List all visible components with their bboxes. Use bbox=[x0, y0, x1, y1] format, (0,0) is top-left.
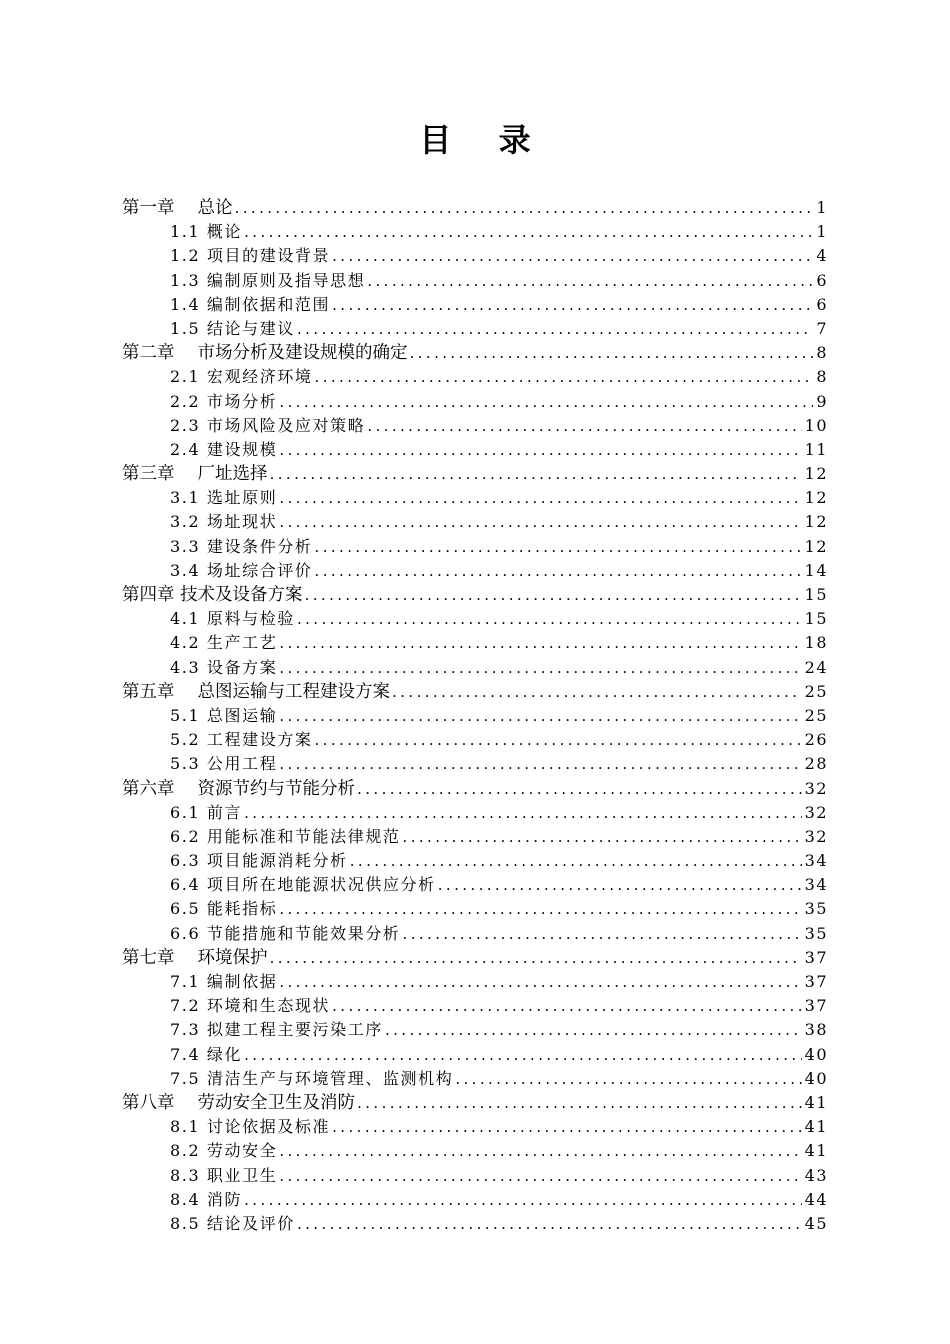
toc-section-entry[interactable] bbox=[122, 752, 828, 776]
dot-leader bbox=[315, 365, 814, 389]
toc-entry-page-number: 44 bbox=[804, 1189, 828, 1209]
toc-section-entry[interactable] bbox=[122, 1043, 828, 1067]
toc-entry-label: 6.3 项目能源消耗分析 bbox=[170, 851, 348, 871]
toc-section-entry[interactable] bbox=[122, 510, 828, 534]
toc-section-entry[interactable] bbox=[122, 1212, 828, 1236]
toc-entry-label: 1.1 概论 bbox=[170, 222, 243, 242]
dot-leader bbox=[392, 680, 802, 704]
toc-chapter-entry[interactable] bbox=[122, 1091, 828, 1115]
toc-entry-page-number: 8 bbox=[816, 367, 828, 387]
toc-section-entry[interactable] bbox=[122, 631, 828, 655]
toc-entry-label: 7.2 环境和生态现状 bbox=[170, 996, 331, 1016]
toc-entry-page-number: 45 bbox=[804, 1213, 828, 1233]
toc-entry-page-number: 6 bbox=[816, 270, 828, 290]
toc-section-entry[interactable] bbox=[122, 994, 828, 1018]
toc-entry-label: 2.4 建设规模 bbox=[170, 439, 278, 459]
toc-section-entry[interactable] bbox=[122, 269, 828, 293]
toc-entry-page-number: 37 bbox=[804, 972, 828, 991]
toc-entry-page-number: 32 bbox=[804, 802, 828, 822]
toc-entry-label: 7.3 拟建工程主要污染工序 bbox=[170, 1020, 383, 1040]
toc-entry-page-number: 7 bbox=[816, 318, 828, 338]
toc-entry-label: 6.6 节能措施和节能效果分析 bbox=[170, 923, 401, 943]
dot-leader bbox=[270, 946, 802, 970]
toc-section-entry[interactable] bbox=[122, 728, 828, 752]
dot-leader bbox=[235, 196, 814, 220]
toc-entry-label: 2.3 市场风险及应对策略 bbox=[170, 415, 366, 435]
toc-entry-label: 第一章 总论 bbox=[122, 198, 233, 218]
toc-section-entry[interactable] bbox=[122, 317, 828, 341]
toc-entry-label: 3.4 场址综合评价 bbox=[170, 560, 313, 580]
dot-leader bbox=[332, 1115, 802, 1139]
dot-leader bbox=[403, 922, 802, 946]
dot-leader bbox=[244, 220, 813, 244]
toc-entry-page-number: 15 bbox=[804, 609, 828, 629]
dot-leader bbox=[305, 583, 802, 607]
toc-entry-label: 3.1 选址原则 bbox=[170, 488, 278, 508]
dot-leader bbox=[403, 825, 802, 849]
toc-section-entry[interactable] bbox=[122, 970, 828, 994]
dot-leader bbox=[279, 1164, 801, 1188]
toc-entry-page-number: 8 bbox=[816, 343, 828, 363]
dot-leader bbox=[244, 801, 802, 825]
toc-entry-label: 5.1 总图运输 bbox=[170, 705, 278, 725]
toc-section-entry[interactable] bbox=[122, 293, 828, 317]
toc-entry-label: 第六章 资源节约与节能分析 bbox=[122, 778, 356, 799]
toc-entry-label: 8.4 消防 bbox=[170, 1189, 243, 1209]
toc-entry-page-number: 37 bbox=[804, 947, 828, 967]
toc-chapter-entry[interactable] bbox=[122, 946, 828, 970]
toc-entry-page-number: 34 bbox=[804, 875, 828, 895]
toc-entry-page-number: 18 bbox=[804, 633, 828, 653]
toc-entry-label: 第二章 市场分析及建设规模的确定 bbox=[122, 343, 408, 364]
dot-leader bbox=[279, 656, 801, 680]
dot-leader bbox=[438, 873, 802, 897]
dot-leader bbox=[332, 244, 813, 268]
toc-entry-page-number: 12 bbox=[804, 536, 828, 556]
toc-section-entry[interactable] bbox=[122, 849, 828, 873]
toc-entry-page-number: 40 bbox=[804, 1068, 828, 1088]
dot-leader bbox=[297, 317, 813, 341]
toc-entry-page-number: 41 bbox=[804, 1117, 828, 1137]
toc-chapter-entry[interactable] bbox=[122, 196, 828, 220]
dot-leader bbox=[367, 414, 801, 438]
toc-entry-page-number: 26 bbox=[804, 730, 828, 750]
toc-entry-label: 6.2 用能标准和节能法律规范 bbox=[170, 826, 401, 846]
toc-entry-label: 4.1 原料与检验 bbox=[170, 609, 295, 629]
dot-leader bbox=[279, 1139, 801, 1163]
toc-entry-label: 7.4 绿化 bbox=[170, 1044, 243, 1064]
dot-leader bbox=[332, 994, 802, 1018]
toc-entry-page-number: 12 bbox=[804, 464, 828, 484]
toc-entry-label: 5.3 公用工程 bbox=[170, 754, 278, 774]
dot-leader bbox=[315, 559, 802, 583]
toc-entry-label: 7.5 清洁生产与环境管理、监测机构 bbox=[170, 1068, 454, 1088]
toc-entry-page-number: 32 bbox=[804, 826, 828, 846]
toc-entry-label: 8.3 职业卫生 bbox=[170, 1165, 278, 1185]
toc-section-entry[interactable] bbox=[122, 1164, 828, 1188]
toc-chapter-entry[interactable] bbox=[122, 680, 828, 704]
toc-entry-page-number: 35 bbox=[804, 923, 828, 943]
toc-entry-label: 6.4 项目所在地能源状况供应分析 bbox=[170, 875, 436, 895]
toc-section-entry[interactable] bbox=[122, 1188, 828, 1212]
dot-leader bbox=[244, 1043, 802, 1067]
toc-chapter-entry[interactable] bbox=[122, 583, 828, 607]
toc-section-entry[interactable] bbox=[122, 390, 828, 414]
toc-entry-label: 第四章 技术及设备方案 bbox=[122, 585, 303, 605]
toc-section-entry[interactable] bbox=[122, 656, 828, 680]
dot-leader bbox=[279, 486, 801, 510]
toc-entry-page-number: 34 bbox=[804, 851, 828, 871]
dot-leader bbox=[455, 1067, 801, 1091]
toc-entry-page-number: 10 bbox=[804, 415, 828, 435]
toc-entry-page-number: 1 bbox=[816, 222, 828, 242]
toc-entry-label: 1.5 结论与建议 bbox=[170, 318, 295, 338]
toc-section-entry[interactable] bbox=[122, 1115, 828, 1139]
dot-leader bbox=[350, 849, 802, 873]
toc-entry-label: 6.5 能耗指标 bbox=[170, 899, 278, 919]
toc-entry-page-number: 41 bbox=[804, 1092, 828, 1112]
toc-entry-label: 6.1 前言 bbox=[170, 802, 243, 822]
toc-chapter-entry[interactable] bbox=[122, 777, 828, 801]
dot-leader bbox=[332, 293, 813, 317]
toc-section-entry[interactable] bbox=[122, 486, 828, 510]
toc-entry-label: 第五章 总图运输与工程建设方案 bbox=[122, 681, 391, 702]
toc-section-entry[interactable] bbox=[122, 535, 828, 559]
toc-entry-page-number: 14 bbox=[804, 560, 828, 580]
dot-leader bbox=[279, 631, 801, 655]
toc-section-entry[interactable] bbox=[122, 873, 828, 897]
toc-entry-page-number: 38 bbox=[804, 1020, 828, 1040]
toc-entry-page-number: 28 bbox=[804, 754, 828, 774]
toc-entry-label: 3.2 场址现状 bbox=[170, 512, 278, 532]
toc-chapter-entry[interactable] bbox=[122, 341, 828, 365]
dot-leader bbox=[279, 438, 801, 462]
toc-entry-label: 第八章 劳动安全卫生及消防 bbox=[122, 1092, 356, 1113]
table-of-contents bbox=[122, 196, 828, 1236]
toc-entry-label: 第三章 厂址选择 bbox=[122, 464, 268, 485]
dot-leader bbox=[279, 752, 801, 776]
toc-entry-label: 2.1 宏观经济环境 bbox=[170, 367, 313, 387]
toc-entry-page-number: 9 bbox=[816, 391, 828, 411]
dot-leader bbox=[315, 535, 802, 559]
dot-leader bbox=[270, 462, 802, 486]
toc-entry-label: 3.3 建设条件分析 bbox=[170, 536, 313, 556]
toc-entry-label: 8.5 结论及评价 bbox=[170, 1213, 295, 1233]
toc-entry-page-number: 4 bbox=[816, 246, 828, 266]
toc-entry-page-number: 25 bbox=[804, 681, 828, 701]
toc-entry-label: 7.1 编制依据 bbox=[170, 972, 278, 991]
toc-section-entry[interactable] bbox=[122, 1139, 828, 1163]
toc-entry-page-number: 40 bbox=[804, 1044, 828, 1064]
dot-leader bbox=[279, 970, 801, 994]
toc-entry-page-number: 43 bbox=[804, 1165, 828, 1185]
toc-section-entry[interactable] bbox=[122, 559, 828, 583]
toc-section-entry[interactable] bbox=[122, 438, 828, 462]
dot-leader bbox=[297, 607, 802, 631]
toc-section-entry[interactable] bbox=[122, 607, 828, 631]
toc-section-entry[interactable] bbox=[122, 704, 828, 728]
toc-entry-page-number: 41 bbox=[804, 1141, 828, 1161]
toc-entry-page-number: 12 bbox=[804, 488, 828, 508]
toc-entry-page-number: 35 bbox=[804, 899, 828, 919]
dot-leader bbox=[315, 728, 802, 752]
toc-section-entry[interactable] bbox=[122, 801, 828, 825]
toc-entry-label: 1.3 编制原则及指导思想 bbox=[170, 270, 366, 290]
toc-entry-page-number: 32 bbox=[804, 778, 828, 798]
toc-entry-page-number: 12 bbox=[804, 512, 828, 532]
toc-entry-page-number: 15 bbox=[804, 585, 828, 604]
toc-section-entry[interactable] bbox=[122, 365, 828, 389]
dot-leader bbox=[279, 897, 801, 921]
toc-section-entry[interactable] bbox=[122, 244, 828, 268]
dot-leader bbox=[279, 510, 801, 534]
toc-entry-page-number: 11 bbox=[804, 439, 828, 459]
toc-entry-page-number: 25 bbox=[804, 705, 828, 725]
toc-entry-label: 1.4 编制依据和范围 bbox=[170, 294, 331, 314]
page-title: 目 录 bbox=[419, 121, 549, 159]
toc-entry-label: 第七章 环境保护 bbox=[122, 947, 268, 968]
toc-entry-label: 8.2 劳动安全 bbox=[170, 1141, 278, 1161]
toc-entry-label: 1.2 项目的建设背景 bbox=[170, 246, 331, 266]
toc-section-entry[interactable] bbox=[122, 897, 828, 921]
dot-leader bbox=[279, 704, 801, 728]
toc-entry-label: 8.1 讨论依据及标准 bbox=[170, 1117, 331, 1137]
toc-entry-page-number: 37 bbox=[804, 996, 828, 1016]
dot-leader bbox=[367, 269, 813, 293]
toc-section-entry[interactable] bbox=[122, 922, 828, 946]
toc-section-entry[interactable] bbox=[122, 220, 828, 244]
toc-section-entry[interactable] bbox=[122, 414, 828, 438]
toc-section-entry[interactable] bbox=[122, 1018, 828, 1042]
dot-leader bbox=[410, 341, 814, 365]
toc-chapter-entry[interactable] bbox=[122, 462, 828, 486]
toc-entry-label: 5.2 工程建设方案 bbox=[170, 730, 313, 750]
toc-section-entry[interactable] bbox=[122, 1067, 828, 1091]
toc-entry-label: 4.3 设备方案 bbox=[170, 657, 278, 677]
dot-leader bbox=[279, 390, 813, 414]
dot-leader bbox=[357, 777, 802, 801]
dot-leader bbox=[297, 1212, 802, 1236]
dot-leader bbox=[244, 1188, 802, 1212]
toc-entry-label: 4.2 生产工艺 bbox=[170, 633, 278, 653]
toc-entry-label: 2.2 市场分析 bbox=[170, 391, 278, 411]
toc-entry-page-number: 24 bbox=[804, 657, 828, 677]
toc-entry-page-number: 1 bbox=[816, 198, 828, 217]
dot-leader bbox=[357, 1091, 802, 1115]
toc-entry-page-number: 6 bbox=[816, 294, 828, 314]
dot-leader bbox=[385, 1018, 802, 1042]
toc-section-entry[interactable] bbox=[122, 825, 828, 849]
